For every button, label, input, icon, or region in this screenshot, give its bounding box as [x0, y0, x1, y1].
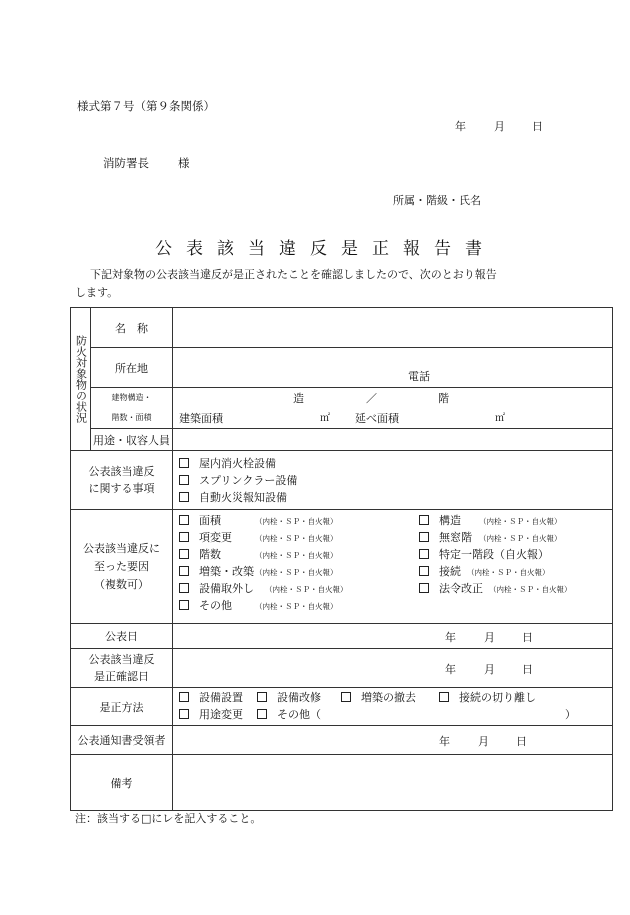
month-label: 月	[484, 663, 495, 676]
checkbox[interactable]	[179, 532, 189, 542]
location-label: 所在地	[91, 348, 173, 388]
confirm-date-field[interactable]	[173, 649, 613, 688]
method-option[interactable]: 用途変更	[199, 708, 243, 721]
matter-option[interactable]: 屋内消火栓設備	[179, 455, 612, 472]
checkbox[interactable]	[179, 492, 189, 502]
addressee-sama: 様	[178, 156, 190, 170]
intro-line-2: します。	[75, 286, 119, 299]
row-name	[71, 308, 613, 348]
cause-label-cell	[71, 510, 173, 624]
matters-label-1: 公表該当違反	[88, 465, 155, 478]
announce-date-label: 公表日	[71, 624, 173, 649]
checkbox[interactable]	[179, 692, 189, 702]
notice-field[interactable]	[173, 726, 613, 755]
checkbox[interactable]	[419, 515, 429, 525]
sqm-unit-1: ㎡	[320, 413, 330, 424]
location-field[interactable]	[173, 348, 613, 388]
checkbox[interactable]	[257, 709, 267, 719]
year-label: 年	[445, 631, 456, 644]
year-label: 年	[445, 663, 456, 676]
method-row-1	[179, 689, 536, 706]
cause-option[interactable]: 階数 （内栓・ＳＰ・自火報）	[179, 546, 414, 563]
checkbox[interactable]	[179, 475, 189, 485]
page-title: 公表該当違反是正報告書	[155, 239, 496, 259]
method-option[interactable]: その他（	[277, 708, 321, 721]
month-label: 月	[484, 631, 495, 644]
checkbox[interactable]	[179, 458, 189, 468]
method-row-2	[179, 706, 321, 723]
notice-label: 公表通知書受領者	[71, 726, 173, 755]
checkbox[interactable]	[179, 566, 189, 576]
structure-field[interactable]	[173, 388, 613, 429]
cause-label-2: 至った要因	[94, 559, 149, 573]
row-notice	[71, 726, 613, 755]
cause-option[interactable]: 項変更 （内栓・ＳＰ・自火報）	[179, 529, 414, 546]
cause-option[interactable]: 無窓階 （内栓・ＳＰ・自火報）	[419, 529, 611, 546]
method-options	[173, 688, 613, 726]
checkbox[interactable]	[341, 692, 351, 702]
checkbox[interactable]	[419, 549, 429, 559]
matter-option[interactable]: スプリンクラー設備	[179, 472, 612, 489]
cause-option[interactable]: 特定一階段（自火報）	[419, 546, 611, 563]
confirm-label-cell	[71, 649, 173, 688]
method-option[interactable]: 設備改修	[277, 691, 321, 704]
checkbox[interactable]	[419, 583, 429, 593]
checkbox[interactable]	[179, 583, 189, 593]
row-structure	[71, 388, 613, 429]
structure-label-cell	[91, 388, 173, 429]
group-label-cell	[71, 308, 91, 451]
remarks-label: 備考	[71, 755, 173, 811]
checkbox[interactable]	[179, 600, 189, 610]
method-option[interactable]: 設備設置	[199, 691, 243, 704]
structure-slash: ／	[366, 392, 377, 405]
date-day: 日	[532, 120, 543, 133]
structure-label: 建物構造・	[111, 393, 152, 402]
row-remarks	[71, 755, 613, 811]
announce-date-field[interactable]	[173, 624, 613, 649]
form-number: 様式第７号（第９条関係）	[77, 99, 215, 113]
reporter-label: 所属・階級・氏名	[393, 194, 481, 207]
checkbox[interactable]	[179, 515, 189, 525]
addressee: 消防署長	[103, 156, 149, 170]
checkbox[interactable]	[179, 709, 189, 719]
cause-option[interactable]: 面積 （内栓・ＳＰ・自火報）	[179, 512, 414, 529]
name-label: 名 称	[91, 308, 173, 348]
date-year: 年	[455, 120, 466, 133]
matters-label-cell	[71, 451, 173, 510]
remarks-field[interactable]	[173, 755, 613, 811]
name-field[interactable]	[173, 308, 613, 348]
sqm-unit-2: ㎡	[495, 413, 505, 424]
cause-option[interactable]: 増築・改築（内栓・ＳＰ・自火報）	[179, 563, 414, 580]
row-confirm-date	[71, 649, 613, 688]
confirm-label-2: 是正確認日	[94, 670, 149, 683]
checkbox[interactable]	[419, 566, 429, 576]
causes-right-column	[419, 512, 611, 597]
use-field[interactable]	[173, 429, 613, 451]
method-option[interactable]: 増築の撤去	[361, 691, 416, 704]
month-label: 月	[478, 735, 489, 748]
building-area-label: 建築面積	[179, 412, 223, 425]
date-month: 月	[494, 120, 505, 133]
cause-option[interactable]: その他 （内栓・ＳＰ・自火報）	[179, 597, 414, 614]
group-label: 防火対象物の状況	[74, 335, 88, 423]
method-close-paren: ）	[565, 708, 576, 721]
row-causes	[71, 510, 613, 624]
row-announce-date	[71, 624, 613, 649]
matters-label-2: に関する事項	[88, 482, 155, 495]
checkbox[interactable]	[419, 532, 429, 542]
checkbox[interactable]	[179, 549, 189, 559]
day-label: 日	[522, 631, 533, 644]
causes-options	[173, 510, 613, 624]
matters-options	[173, 451, 613, 510]
matter-option[interactable]: 自動火災報知設備	[179, 489, 612, 506]
row-matters	[71, 451, 613, 510]
footnote: 注：該当する□にレを記入すること。	[75, 812, 262, 825]
cause-option[interactable]: 法令改正 （内栓・ＳＰ・自火報）	[419, 580, 611, 597]
structure-zo: 造	[293, 392, 304, 405]
total-floor-area-label: 延べ面積	[355, 412, 399, 425]
cause-option[interactable]: 構造 （内栓・ＳＰ・自火報）	[419, 512, 611, 529]
report-table	[70, 307, 613, 811]
confirm-label-1: 公表該当違反	[88, 653, 155, 666]
cause-option[interactable]: 設備取外し （内栓・ＳＰ・自火報）	[179, 580, 414, 597]
intro-line-1: 下記対象物の公表該当違反が是正されたことを確認しましたので、次のとおり報告	[90, 268, 497, 281]
cause-label-1: 公表該当違反に	[83, 541, 160, 555]
structure-kai: 階	[438, 392, 449, 405]
row-use	[71, 429, 613, 451]
method-label: 是正方法	[71, 688, 173, 726]
phone-label: 電話	[408, 370, 430, 383]
cause-label-3: （複数可）	[94, 577, 149, 591]
checkbox[interactable]	[257, 692, 267, 702]
cause-option[interactable]: 接続 （内栓・ＳＰ・自火報）	[419, 563, 611, 580]
year-label: 年	[439, 735, 450, 748]
day-label: 日	[516, 735, 527, 748]
method-option[interactable]: 接続の切り離し	[459, 691, 536, 704]
floors-area-label: 階数・面積	[111, 413, 152, 422]
day-label: 日	[522, 663, 533, 676]
use-label: 用途・収容人員	[91, 429, 173, 451]
row-method	[71, 688, 613, 726]
checkbox[interactable]	[439, 692, 449, 702]
row-location	[71, 348, 613, 388]
causes-left-column	[179, 512, 414, 614]
